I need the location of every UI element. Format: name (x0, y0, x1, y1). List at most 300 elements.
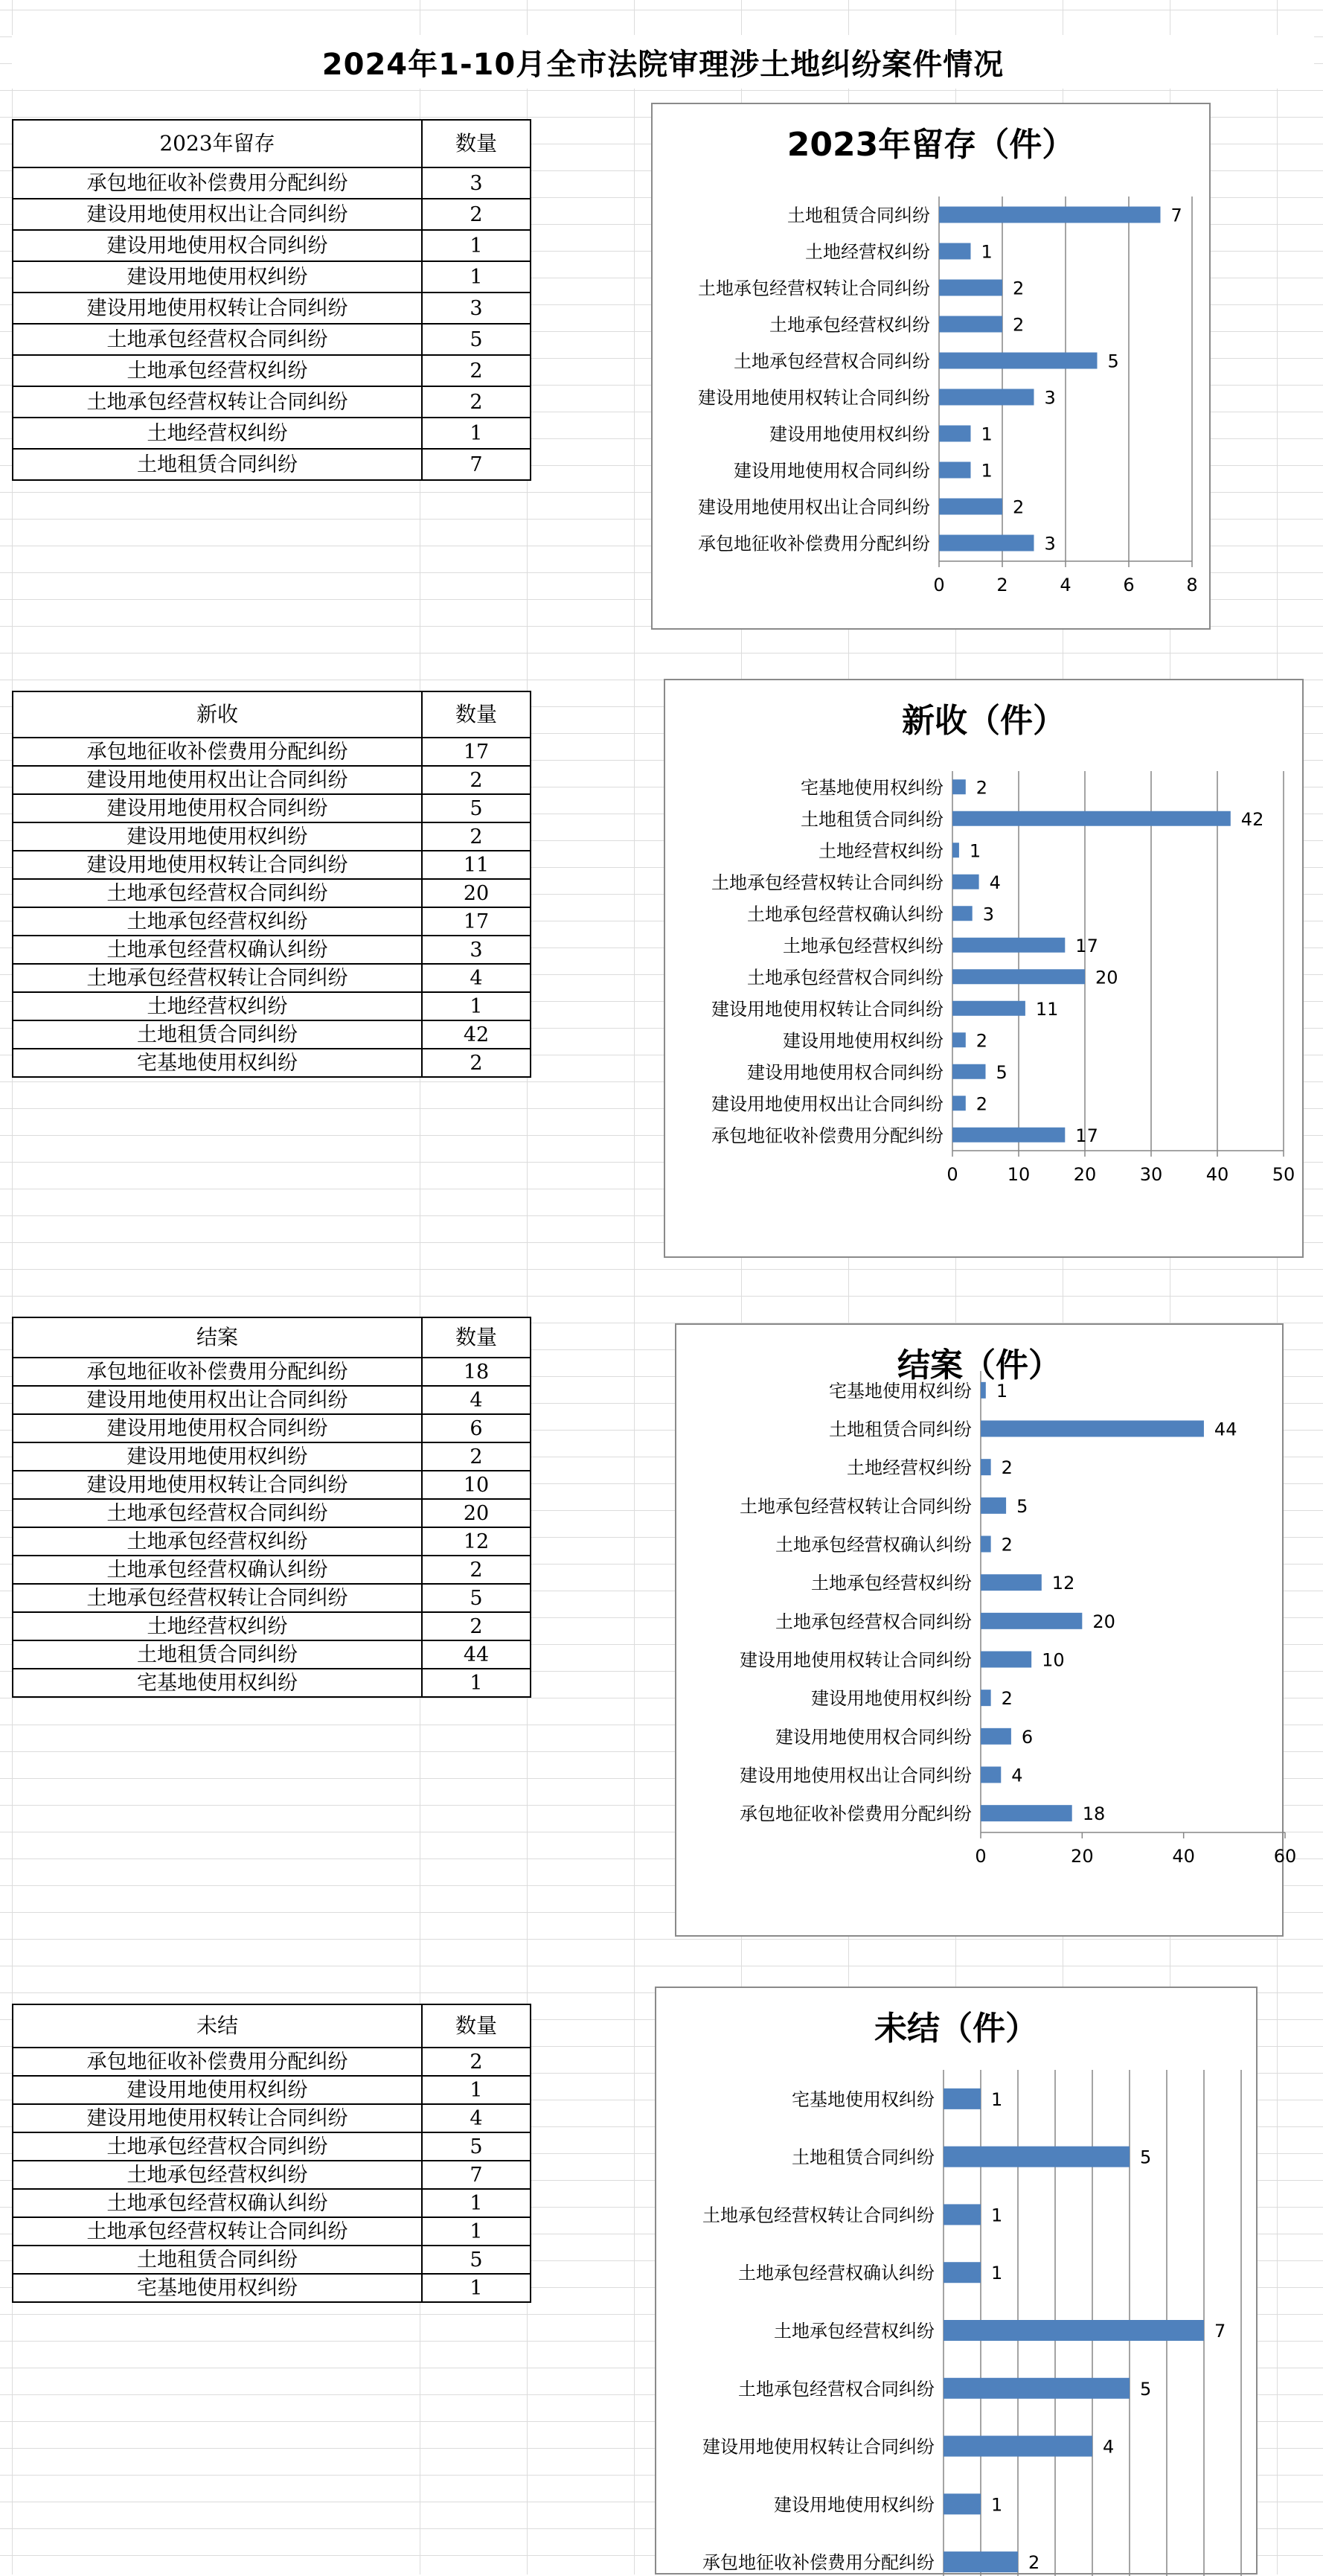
x-tick-label: 4 (1060, 575, 1071, 595)
header-category: 2023年留存 (13, 120, 422, 167)
data-label: 6 (1021, 1726, 1034, 1748)
data-table-4 (12, 2004, 531, 2303)
data-label: 5 (1140, 2378, 1152, 2400)
data-label: 2 (976, 1093, 988, 1115)
bar (981, 1767, 1001, 1783)
category-label: 土地经营权纠纷 (847, 1457, 972, 1479)
x-tick-label: 8 (1186, 575, 1198, 595)
row-count: 1 (422, 2217, 531, 2246)
row-count: 2 (422, 355, 531, 386)
x-tick-label: 0 (946, 1164, 958, 1185)
table-row (13, 766, 531, 794)
table-row (13, 1640, 531, 1669)
table-row (13, 1669, 531, 1697)
row-category: 建设用地使用权出让合同纠纷 (13, 199, 422, 230)
row-category: 建设用地使用权合同纠纷 (13, 794, 422, 822)
category-label: 土地经营权纠纷 (805, 241, 930, 263)
table-row (13, 386, 531, 418)
category-label: 建设用地使用权合同纠纷 (775, 1726, 972, 1748)
data-label: 3 (1044, 387, 1056, 409)
x-tick-label: 40 (1205, 1164, 1229, 1185)
row-count: 4 (422, 1386, 531, 1414)
data-label: 17 (1075, 1125, 1098, 1146)
bar (981, 1536, 991, 1553)
row-category: 土地租赁合同纠纷 (13, 1020, 422, 1049)
row-category: 土地承包经营权纠纷 (13, 1527, 422, 1556)
row-count: 4 (422, 964, 531, 992)
row-count: 11 (422, 851, 531, 879)
table-row (13, 1049, 531, 1077)
category-label: 土地承包经营权确认纠纷 (747, 904, 944, 925)
data-label: 4 (1103, 2436, 1115, 2458)
chart-title: 结案（件） (897, 1346, 1061, 1384)
header-category: 结案 (13, 1317, 422, 1358)
row-count: 42 (422, 1020, 531, 1049)
table-row (13, 2104, 531, 2132)
row-category: 宅基地使用权纠纷 (13, 1669, 422, 1697)
row-count: 6 (422, 1414, 531, 1442)
data-label: 2 (1028, 2552, 1040, 2574)
data-label: 2 (976, 1030, 988, 1052)
x-tick-label: 50 (1272, 1164, 1295, 1185)
data-label: 5 (1107, 351, 1119, 372)
row-count: 1 (422, 418, 531, 449)
row-count: 1 (422, 1669, 531, 1697)
table-row (13, 2048, 531, 2076)
table-row (13, 2132, 531, 2161)
row-count: 44 (422, 1640, 531, 1669)
table-row (13, 418, 531, 449)
table-row (13, 230, 531, 261)
table-row (13, 1527, 531, 1556)
row-count: 7 (422, 449, 531, 480)
header-category: 新收 (13, 691, 422, 738)
category-label: 土地承包经营权纠纷 (783, 935, 944, 956)
bar (952, 1032, 966, 1047)
row-category: 土地承包经营权转让合同纠纷 (13, 1584, 422, 1612)
category-label: 土地承包经营权转让合同纠纷 (702, 2205, 935, 2226)
bar (939, 243, 971, 260)
x-tick-label: 20 (1071, 1846, 1094, 1867)
category-label: 土地租赁合同纠纷 (792, 2147, 935, 2168)
row-category: 建设用地使用权出让合同纠纷 (13, 1386, 422, 1414)
row-category: 土地经营权纠纷 (13, 992, 422, 1020)
table-row (13, 1499, 531, 1527)
chart-title: 2023年留存（件） (787, 126, 1075, 164)
row-category: 土地经营权纠纷 (13, 418, 422, 449)
row-category: 土地承包经营权纠纷 (13, 907, 422, 936)
table-row (13, 199, 531, 230)
row-count: 2 (422, 2048, 531, 2076)
bar (981, 1613, 1082, 1629)
table-row (13, 2161, 531, 2189)
row-category: 土地承包经营权合同纠纷 (13, 2132, 422, 2161)
data-label: 18 (1082, 1803, 1106, 1825)
bar (944, 2204, 981, 2225)
row-category: 土地承包经营权纠纷 (13, 355, 422, 386)
category-label: 建设用地使用权转让合同纠纷 (698, 387, 930, 409)
bar-chart (665, 680, 1305, 1259)
row-category: 建设用地使用权纠纷 (13, 822, 422, 851)
x-tick-label: 60 (1273, 1846, 1297, 1867)
bar (981, 1805, 1072, 1821)
data-label: 2 (1013, 314, 1025, 336)
row-count: 2 (422, 199, 531, 230)
x-tick-label: 6 (1123, 575, 1135, 595)
category-label: 土地承包经营权合同纠纷 (734, 351, 930, 372)
bar (944, 2320, 1204, 2341)
bar (944, 2147, 1130, 2167)
row-category: 建设用地使用权纠纷 (13, 1442, 422, 1471)
header-count: 数量 (422, 691, 531, 738)
table-row (13, 1442, 531, 1471)
bar (944, 2262, 981, 2283)
bar (944, 2088, 981, 2109)
category-label: 建设用地使用权出让合同纠纷 (740, 1765, 972, 1786)
category-label: 建设用地使用权合同纠纷 (734, 460, 930, 482)
table-row (13, 167, 531, 199)
data-label: 20 (1092, 1611, 1115, 1632)
data-label: 20 (1095, 967, 1118, 988)
data-label: 10 (1042, 1649, 1065, 1671)
row-count: 10 (422, 1471, 531, 1499)
data-label: 11 (1035, 998, 1059, 1020)
table-row (13, 1020, 531, 1049)
table-row (13, 449, 531, 480)
bar (944, 2436, 1092, 2457)
category-label: 土地承包经营权合同纠纷 (738, 2378, 935, 2400)
table-row (13, 879, 531, 907)
data-table-1 (12, 119, 531, 481)
x-tick-label: 20 (1073, 1164, 1097, 1185)
row-count: 1 (422, 230, 531, 261)
bar (952, 969, 1085, 984)
x-tick-label: 0 (933, 575, 945, 595)
row-count: 3 (422, 936, 531, 964)
table-row (13, 2246, 531, 2274)
bar (981, 1574, 1042, 1591)
table-row (13, 261, 531, 293)
bar (939, 280, 1002, 296)
table-header-row (13, 120, 531, 167)
data-label: 1 (981, 241, 993, 263)
table-row (13, 324, 531, 355)
category-label: 宅基地使用权纠纷 (792, 2088, 935, 2110)
data-label: 42 (1240, 808, 1264, 830)
table-row (13, 2076, 531, 2104)
bar (952, 875, 979, 889)
table-row (13, 1471, 531, 1499)
row-count: 5 (422, 2246, 531, 2274)
row-category: 建设用地使用权合同纠纷 (13, 230, 422, 261)
category-label: 土地承包经营权合同纠纷 (775, 1611, 972, 1632)
row-count: 20 (422, 1499, 531, 1527)
category-label: 承包地征收补偿费用分配纠纷 (740, 1803, 972, 1825)
row-count: 5 (422, 324, 531, 355)
category-label: 宅基地使用权纠纷 (829, 1380, 972, 1402)
category-label: 宅基地使用权纠纷 (801, 777, 944, 799)
bar (939, 316, 1002, 333)
row-category: 土地承包经营权纠纷 (13, 2161, 422, 2189)
category-label: 土地经营权纠纷 (819, 840, 944, 862)
category-label: 土地承包经营权转让合同纠纷 (711, 872, 944, 893)
data-label: 2 (1001, 1688, 1013, 1710)
bar (952, 843, 959, 857)
chart-panel-2 (664, 679, 1304, 1258)
row-category: 土地承包经营权确认纠纷 (13, 2189, 422, 2217)
row-count: 12 (422, 1527, 531, 1556)
header-count: 数量 (422, 120, 531, 167)
row-category: 土地承包经营权转让合同纠纷 (13, 964, 422, 992)
row-count: 3 (422, 293, 531, 324)
data-label: 2 (1013, 496, 1025, 518)
page-title: 2024年1-10月全市法院审理涉土地纠纷案件情况 (12, 35, 1314, 89)
row-category: 承包地征收补偿费用分配纠纷 (13, 2048, 422, 2076)
category-label: 建设用地使用权转让合同纠纷 (740, 1649, 972, 1671)
data-label: 3 (1044, 533, 1056, 554)
bar-chart (653, 104, 1212, 631)
bar-chart (676, 1325, 1297, 1938)
chart-title: 未结（件） (874, 2010, 1038, 2048)
category-label: 土地承包经营权纠纷 (774, 2321, 935, 2342)
data-label: 2 (1001, 1457, 1013, 1479)
row-category: 土地承包经营权转让合同纠纷 (13, 2217, 422, 2246)
row-category: 土地承包经营权转让合同纠纷 (13, 386, 422, 418)
row-category: 土地承包经营权确认纠纷 (13, 1556, 422, 1584)
row-count: 2 (422, 766, 531, 794)
table-row (13, 964, 531, 992)
category-label: 土地承包经营权合同纠纷 (747, 967, 944, 988)
category-label: 建设用地使用权纠纷 (783, 1030, 944, 1052)
header-count: 数量 (422, 2004, 531, 2048)
x-tick-label: 0 (975, 1846, 987, 1867)
x-tick-label: 2 (996, 575, 1008, 595)
category-label: 建设用地使用权出让合同纠纷 (698, 496, 930, 518)
bar (944, 2378, 1130, 2399)
row-category: 土地租赁合同纠纷 (13, 449, 422, 480)
row-count: 7 (422, 2161, 531, 2189)
bar (952, 1096, 966, 1110)
table-row (13, 851, 531, 879)
data-label: 1 (969, 840, 981, 862)
data-label: 5 (996, 1061, 1008, 1083)
bar (981, 1728, 1011, 1745)
bar (952, 779, 966, 794)
row-count: 1 (422, 261, 531, 293)
category-label: 建设用地使用权转让合同纠纷 (702, 2436, 935, 2458)
category-label: 土地承包经营权纠纷 (811, 1573, 972, 1594)
bar (944, 2551, 1018, 2572)
bar (939, 462, 971, 479)
data-label: 1 (981, 424, 993, 445)
category-label: 土地租赁合同纠纷 (829, 1419, 972, 1440)
row-count: 1 (422, 2274, 531, 2302)
data-label: 7 (1170, 205, 1182, 226)
row-category: 建设用地使用权转让合同纠纷 (13, 851, 422, 879)
data-label: 1 (991, 2494, 1003, 2516)
category-label: 土地租赁合同纠纷 (787, 205, 930, 226)
row-count: 1 (422, 2189, 531, 2217)
row-category: 土地承包经营权合同纠纷 (13, 324, 422, 355)
category-label: 土地承包经营权转让合同纠纷 (698, 278, 930, 299)
header-category: 未结 (13, 2004, 422, 2048)
table-header-row (13, 691, 531, 738)
row-count: 1 (422, 992, 531, 1020)
table-row (13, 355, 531, 386)
data-label: 17 (1075, 935, 1098, 956)
data-table-3 (12, 1317, 531, 1698)
x-tick-label: 10 (1007, 1164, 1031, 1185)
row-category: 承包地征收补偿费用分配纠纷 (13, 167, 422, 199)
bar (952, 1064, 986, 1079)
data-label: 4 (1011, 1765, 1023, 1786)
category-label: 承包地征收补偿费用分配纠纷 (702, 2552, 935, 2574)
category-label: 承包地征收补偿费用分配纠纷 (698, 533, 930, 554)
table-row (13, 1556, 531, 1584)
bar (981, 1459, 991, 1475)
row-count: 2 (422, 1442, 531, 1471)
data-label: 5 (1016, 1495, 1028, 1517)
category-label: 土地承包经营权纠纷 (769, 314, 930, 336)
row-count: 17 (422, 738, 531, 766)
row-count: 5 (422, 2132, 531, 2161)
row-category: 建设用地使用权纠纷 (13, 261, 422, 293)
table-row (13, 794, 531, 822)
data-label: 1 (991, 2205, 1003, 2226)
table-row (13, 1612, 531, 1640)
category-label: 建设用地使用权纠纷 (769, 424, 930, 445)
category-label: 承包地征收补偿费用分配纠纷 (711, 1125, 944, 1146)
row-count: 2 (422, 1556, 531, 1584)
row-count: 17 (422, 907, 531, 936)
table-row (13, 2189, 531, 2217)
row-category: 建设用地使用权转让合同纠纷 (13, 2104, 422, 2132)
table-row (13, 1386, 531, 1414)
row-category: 承包地征收补偿费用分配纠纷 (13, 1358, 422, 1386)
row-count: 5 (422, 794, 531, 822)
category-label: 土地承包经营权确认纠纷 (738, 2263, 935, 2284)
row-category: 土地承包经营权确认纠纷 (13, 936, 422, 964)
row-count: 2 (422, 386, 531, 418)
category-label: 建设用地使用权出让合同纠纷 (711, 1093, 944, 1115)
bar (981, 1652, 1031, 1668)
row-count: 1 (422, 2076, 531, 2104)
data-label: 2 (1001, 1534, 1013, 1556)
row-category: 土地经营权纠纷 (13, 1612, 422, 1640)
row-category: 土地租赁合同纠纷 (13, 2246, 422, 2274)
table-row (13, 2274, 531, 2302)
bar (981, 1690, 991, 1706)
row-category: 建设用地使用权转让合同纠纷 (13, 293, 422, 324)
row-count: 5 (422, 1584, 531, 1612)
table-row (13, 907, 531, 936)
bar (939, 353, 1098, 369)
data-label: 1 (981, 460, 993, 482)
bar (939, 426, 971, 442)
table-row (13, 738, 531, 766)
data-label: 5 (1140, 2147, 1152, 2168)
row-count: 18 (422, 1358, 531, 1386)
bar (981, 1421, 1204, 1437)
bar (952, 1128, 1065, 1142)
bar (952, 906, 973, 921)
data-table-2 (12, 691, 531, 1078)
row-count: 2 (422, 822, 531, 851)
category-label: 土地承包经营权转让合同纠纷 (740, 1495, 972, 1517)
row-count: 20 (422, 879, 531, 907)
data-label: 12 (1051, 1573, 1075, 1594)
data-label: 1 (996, 1380, 1008, 1402)
bar (939, 389, 1034, 406)
category-label: 建设用地使用权纠纷 (811, 1688, 972, 1710)
category-label: 建设用地使用权合同纠纷 (747, 1061, 944, 1083)
table-header-row (13, 1317, 531, 1358)
bar (952, 938, 1065, 953)
table-row (13, 1584, 531, 1612)
row-category: 建设用地使用权出让合同纠纷 (13, 766, 422, 794)
row-category: 承包地征收补偿费用分配纠纷 (13, 738, 422, 766)
row-count: 2 (422, 1049, 531, 1077)
chart-panel-1 (651, 103, 1211, 630)
data-label: 2 (1013, 278, 1025, 299)
bar (939, 499, 1002, 515)
x-tick-label: 40 (1172, 1846, 1195, 1867)
data-label: 44 (1214, 1419, 1237, 1440)
chart-panel-4 (655, 1987, 1258, 2575)
x-tick-label: 30 (1139, 1164, 1163, 1185)
table-row (13, 1358, 531, 1386)
category-label: 土地承包经营权确认纠纷 (775, 1534, 972, 1556)
row-category: 宅基地使用权纠纷 (13, 2274, 422, 2302)
bar (981, 1498, 1006, 1514)
table-row (13, 822, 531, 851)
row-category: 建设用地使用权纠纷 (13, 2076, 422, 2104)
category-label: 建设用地使用权纠纷 (774, 2494, 935, 2516)
data-label: 7 (1214, 2321, 1226, 2342)
bar (939, 535, 1034, 552)
table-header-row (13, 2004, 531, 2048)
bar (939, 207, 1161, 223)
table-row (13, 992, 531, 1020)
row-category: 土地承包经营权合同纠纷 (13, 1499, 422, 1527)
chart-title: 新收（件） (902, 702, 1066, 740)
data-label: 1 (991, 2263, 1003, 2284)
bar (952, 1001, 1025, 1016)
data-label: 3 (982, 904, 994, 925)
table-row (13, 293, 531, 324)
data-label: 1 (991, 2088, 1003, 2110)
table-row (13, 936, 531, 964)
row-category: 建设用地使用权转让合同纠纷 (13, 1471, 422, 1499)
table-row (13, 2217, 531, 2246)
row-category: 宅基地使用权纠纷 (13, 1049, 422, 1077)
category-label: 土地租赁合同纠纷 (801, 808, 944, 830)
data-label: 4 (989, 872, 1001, 893)
bar (952, 811, 1231, 826)
row-category: 土地租赁合同纠纷 (13, 1640, 422, 1669)
data-label: 2 (976, 777, 988, 799)
header-count: 数量 (422, 1317, 531, 1358)
table-row (13, 1414, 531, 1442)
row-count: 2 (422, 1612, 531, 1640)
bar (944, 2493, 981, 2514)
chart-panel-3 (675, 1323, 1297, 1937)
category-label: 建设用地使用权转让合同纠纷 (711, 998, 944, 1020)
bar-chart (656, 1988, 1259, 2576)
row-count: 4 (422, 2104, 531, 2132)
row-count: 3 (422, 167, 531, 199)
row-category: 建设用地使用权合同纠纷 (13, 1414, 422, 1442)
